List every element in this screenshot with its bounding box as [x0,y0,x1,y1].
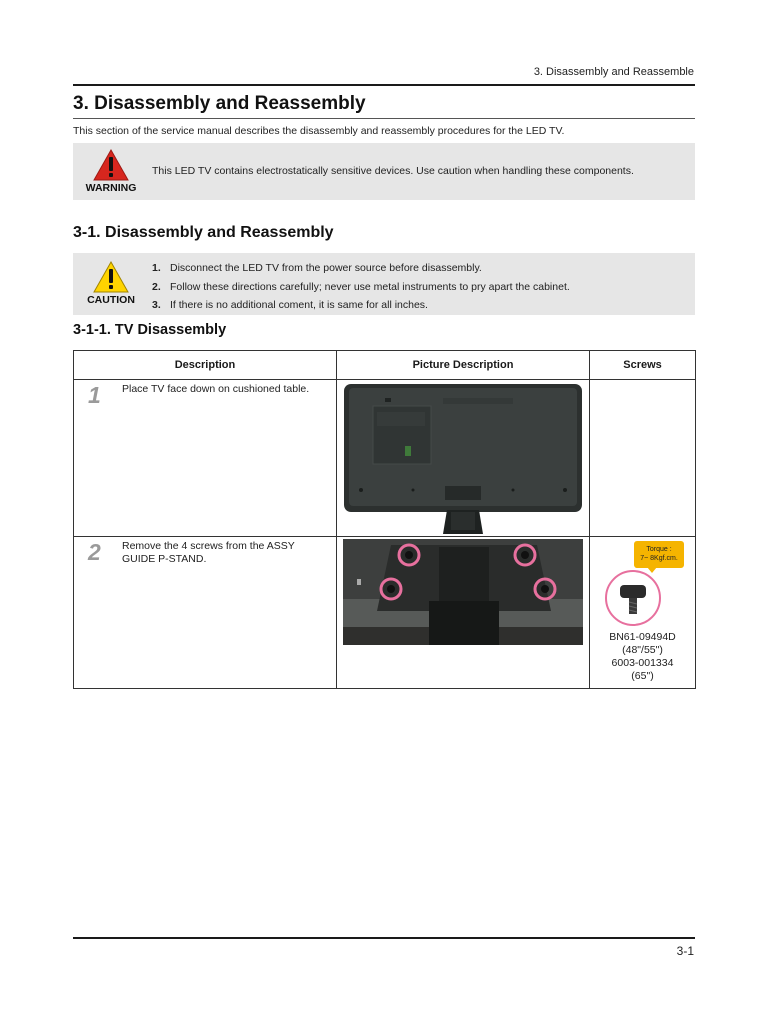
warning-sign [77,149,145,194]
tv-back-photo [343,382,583,534]
caution-item [152,296,570,315]
caution-box [73,253,695,315]
caution-item-text: Follow these directions carefully; never use metal instruments to pry apart the cabinet. [170,280,570,293]
footer-rule [73,937,695,939]
step-number: 2 [88,539,101,565]
picture-cell [337,537,590,689]
header-picture-description: Picture Description [337,351,590,380]
header-rule [73,84,695,86]
subsubsection-title: 3-1-1. TV Disassembly [73,322,227,338]
warning-text: This LED TV contains electrostatically sensitive devices. Use caution when handling these components. [152,165,634,177]
stand-guide-photo [343,539,583,645]
screws-cell [590,537,696,689]
title-rule [73,118,695,119]
screw-part-line: BN61-09494D [609,631,676,643]
torque-callout [634,541,684,568]
page-title: 3. Disassembly and Reassembly [73,93,366,114]
header-description: Description [74,351,337,380]
warning-label: WARNING [85,182,137,194]
caution-triangle-icon [93,261,129,293]
running-header: 3. Disassembly and Reassemble [533,66,694,78]
caution-item-number: 2. [152,280,161,293]
torque-label: Torque : [646,546,672,553]
screw-icon [604,569,662,627]
intro-text: This section of the service manual describes the disassembly and reassembly procedures for the LED TV. [73,125,565,137]
screw-part-numbers [590,631,695,683]
caution-item-text: If there is no additional coment, it is same for all inches. [170,299,428,312]
torque-value: 7~ 8Kgf.cm. [640,555,678,562]
step-text: Remove the 4 screws from the ASSY GUIDE P-STAND. [122,540,295,565]
screw-part-line: 6003-001334 [611,657,674,669]
caution-item [152,278,570,297]
header-screws: Screws [590,351,696,380]
subsection-title: 3-1. Disassembly and Reassembly [73,224,334,241]
step-description-cell [74,380,337,537]
caution-item-number: 3. [152,299,161,312]
caution-item-text: Disconnect the LED TV from the power source before disassembly. [170,262,482,275]
screws-cell [590,380,696,537]
table-header-row [74,351,696,380]
caution-list [152,259,570,315]
warning-box [73,143,695,200]
warning-triangle-icon [93,149,129,181]
caution-item [152,259,570,278]
screw-part-line: (48"/55") [622,644,663,656]
caution-sign [77,261,145,306]
picture-cell [337,380,590,537]
screw-part-line: (65") [631,670,654,682]
caution-label: CAUTION [87,294,135,306]
caution-item-number: 1. [152,262,161,275]
table-row [74,537,696,689]
page-number: 3-1 [676,944,694,958]
step-text: Place TV face down on cushioned table. [122,383,310,395]
disassembly-table [73,350,696,689]
table-row [74,380,696,537]
step-description-cell [74,537,337,689]
step-number: 1 [88,382,101,408]
